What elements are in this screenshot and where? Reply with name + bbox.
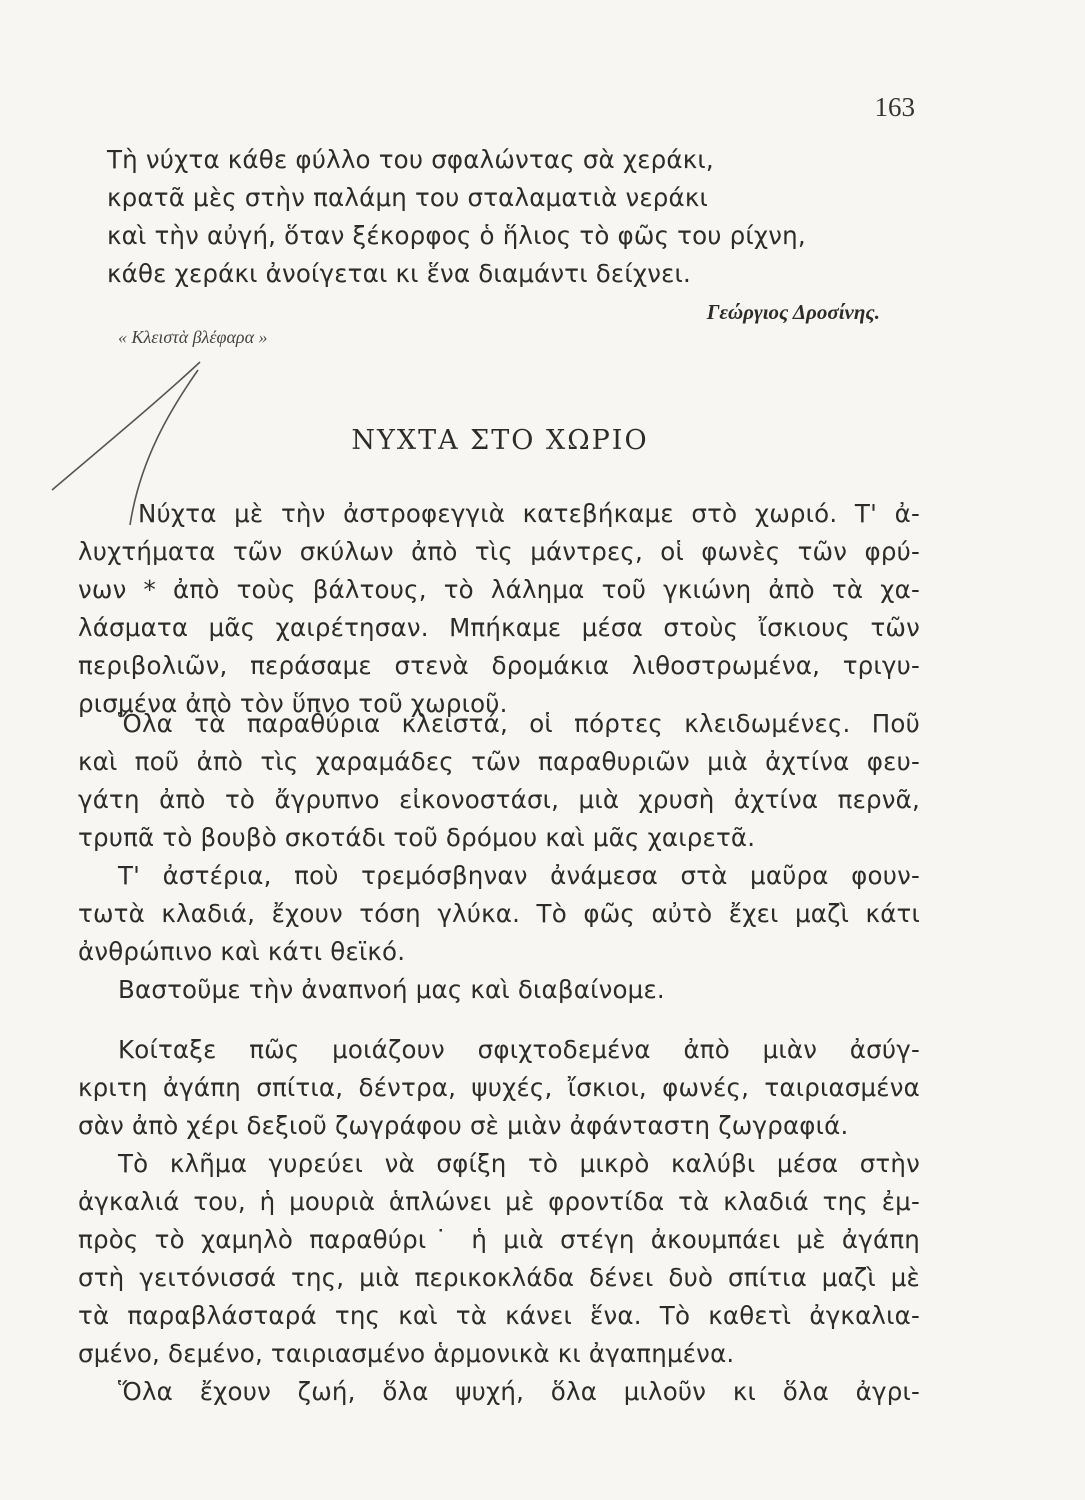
- prose-line: σμένο, δεμένο, ταιριασμένο ἁρμονικὰ κι ἀγαπημένα.: [78, 1339, 735, 1368]
- prose-line: Νύχτα μὲ τὴν ἀστροφεγγιὰ κατεβήκαμε στὸ χωριό. Τ' ἀ-: [138, 499, 920, 528]
- prose-line: νων * ἀπὸ τοὺς βάλτους, τὸ λάλημα τοῦ γκιώνη ἀπὸ τὰ χα-: [78, 575, 920, 604]
- prose-line: στὴ γειτόνισσά της, μιὰ περικοκλάδα δένει δυὸ σπίτια μαζὶ μὲ: [78, 1263, 920, 1292]
- prose-line: Τ' ἀστέρια, ποὺ τρεμόσβηναν ἀνάμεσα στὰ μαῦρα φουν-: [118, 861, 920, 890]
- page-number: 163: [874, 92, 915, 122]
- prose-line: Ὅλα τὰ παραθύρια κλειστά, οἱ πόρτες κλειδωμένες. Ποῦ: [118, 709, 920, 738]
- prose-line: Ὅλα ἔχουν ζωή, ὅλα ψυχή, ὅλα μιλοῦν κι ὅλα ἀγρι-: [118, 1377, 920, 1406]
- prose-line: σὰν ἀπὸ χέρι δεξιοῦ ζωγράφου σὲ μιὰν ἀφάνταστη ζωγραφιά.: [78, 1111, 849, 1140]
- prose-line: λάσματα μᾶς χαιρέτησαν. Μπήκαμε μέσα στοὺς ἴσκιους τῶν: [78, 613, 920, 642]
- prose-line: γάτη ἀπὸ τὸ ἄγρυπνο εἰκονοστάσι, μιὰ χρυσὴ ἀχτίνα περνᾶ,: [78, 785, 920, 814]
- prose-line: πρὸς τὸ χαμηλὸ παραθύρι˙ ἡ μιὰ στέγη ἀκουμπάει μὲ ἀγάπη: [78, 1225, 920, 1254]
- prose-line: ἀγκαλιά του, ἡ μουριὰ ἁπλώνει μὲ φροντίδα τὰ κλαδιά της ἐμ-: [78, 1187, 920, 1216]
- prose-line: κριτη ἀγάπη σπίτια, δέντρα, ψυχές, ἴσκιοι, φωνές, ταιριασμένα: [78, 1073, 920, 1102]
- prose-line: τρυπᾶ τὸ βουβὸ σκοτάδι τοῦ δρόμου καὶ μᾶς χαιρετᾶ.: [78, 823, 756, 852]
- prose-line: καὶ ποῦ ἀπὸ τὶς χαραμάδες τῶν παραθυριῶν μιὰ ἀχτίνα φευ-: [78, 747, 920, 776]
- prose-line: λυχτήματα τῶν σκύλων ἀπὸ τὶς μάντρες, οἱ φωνὲς τῶν φρύ-: [78, 537, 920, 566]
- poem-line: κάθε χεράκι ἀνοίγεται κι ἕνα διαμάντι δείχνει.: [107, 259, 692, 288]
- prose-line: τὰ παραβλάσταρά της καὶ τὰ κάνει ἕνα. Τὸ καθετὶ ἀγκαλια-: [78, 1301, 920, 1330]
- prose-line: ρισμένα ἀπὸ τὸν ὕπνο τοῦ χωριοῦ.: [78, 689, 508, 718]
- prose-line: Τὸ κλῆμα γυρεύει νὰ σφίξη τὸ μικρὸ καλύβι μέσα στὴν: [118, 1149, 920, 1178]
- poem-line: κρατᾶ μὲς στὴν παλάμη του σταλαματιὰ νεράκι: [107, 183, 709, 212]
- prose-line: ἀνθρώπινο καὶ κάτι θεϊκό.: [78, 937, 406, 966]
- prose-line: Βαστοῦμε τὴν ἀναπνοή μας καὶ διαβαίνομε.: [118, 975, 665, 1004]
- poem-source: « Κλειστὰ βλέφαρα »: [118, 327, 268, 347]
- prose-line: τωτὰ κλαδιά, ἔχουν τόση γλύκα. Τὸ φῶς αὐτὸ ἔχει μαζὶ κάτι: [78, 899, 920, 928]
- poem-author: Γεώργιος Δροσίνης.: [706, 300, 880, 324]
- poem-line: καὶ τὴν αὐγή, ὅταν ξέκορφος ὁ ἥλιος τὸ φῶς του ρίχνη,: [107, 221, 806, 250]
- prose-line: περιβολιῶν, περάσαμε στενὰ δρομάκια λιθοστρωμένα, τριγυ-: [78, 651, 920, 680]
- chapter-title: ΝΥΧΤΑ ΣΤΟ ΧΩΡΙΟ: [351, 425, 649, 456]
- poem-line: Τὴ νύχτα κάθε φύλλο του σφαλώντας σὰ χεράκι,: [107, 145, 714, 174]
- prose-line: Κοίταξε πῶς μοιάζουν σφιχτοδεμένα ἀπὸ μιὰν ἀσύγ-: [118, 1035, 920, 1064]
